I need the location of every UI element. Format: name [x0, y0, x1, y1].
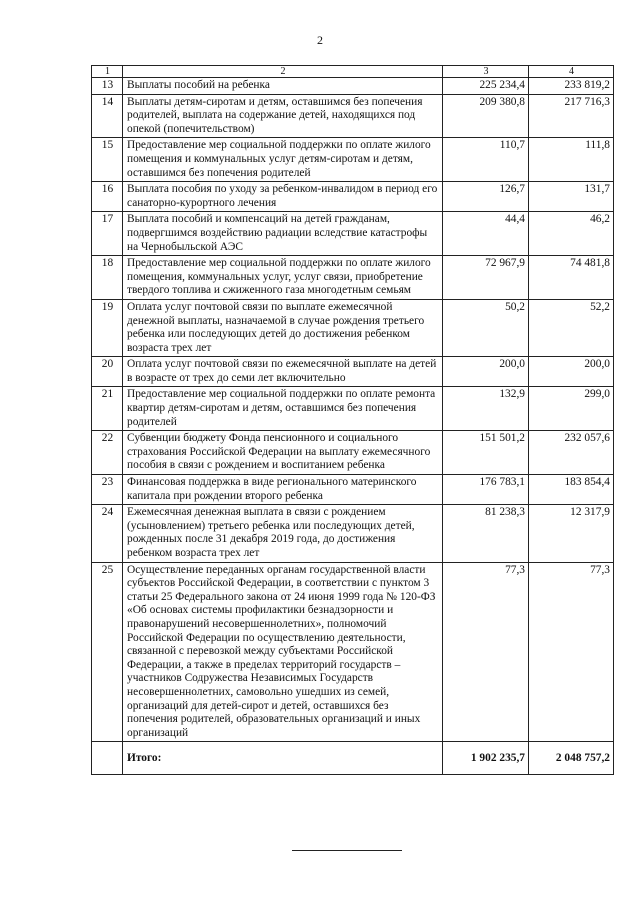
- row-number: 23: [92, 475, 123, 505]
- row-value-col4: 111,8: [529, 138, 614, 182]
- row-description: Предоставление мер социальной поддержки по оплате жилого помещения и коммунальных услуг детям-сиротам и детям, оставшимся без попечения родителей: [123, 138, 443, 182]
- row-value-col4: 200,0: [529, 357, 614, 387]
- row-value-col4: 46,2: [529, 212, 614, 256]
- row-value-col3: 81 238,3: [443, 505, 529, 562]
- table-row: [92, 431, 614, 475]
- table-row: [92, 138, 614, 182]
- row-number: 18: [92, 256, 123, 300]
- row-number: 19: [92, 299, 123, 356]
- table-row: [92, 94, 614, 138]
- header-col-4: 4: [529, 66, 614, 78]
- row-value-col4: 52,2: [529, 299, 614, 356]
- row-value-col4: 217 716,3: [529, 94, 614, 138]
- row-description: Осуществление переданных органам государственной власти субъектов Российской Федерации, в соответствии с пунктом 3 статьи 25 Федерального закона от 24 июня 1999 года № 120-ФЗ «Об основах системы профилактики безнадзорности и правонарушений несовершеннолетних», полномочий Российской Федерации по осуществлению деятельности, связанной с перевозкой между субъектами Российской Федерации, а также в пределах территорий государств – участников Содружества Независимых Государств несовершеннолетних, самовольно ушедших из семей, организаций для детей-сирот и детей, оставшихся без попечения родителей, образовательных организаций и иных организаций: [123, 562, 443, 742]
- total-row: [92, 742, 614, 775]
- row-value-col4: 183 854,4: [529, 475, 614, 505]
- bottom-rule: [292, 850, 402, 851]
- row-value-col3: 200,0: [443, 357, 529, 387]
- row-number: 13: [92, 78, 123, 95]
- header-col-1: 1: [92, 66, 123, 78]
- row-value-col3: 126,7: [443, 182, 529, 212]
- row-description: Ежемесячная денежная выплата в связи с рождением (усыновлением) третьего ребенка или последующих детей, рожденных после 31 декабря 2019 года, до достижения ребенком возраста трех лет: [123, 505, 443, 562]
- total-value-col3: 1 902 235,7: [443, 742, 529, 775]
- table-row: [92, 562, 614, 742]
- row-value-col3: 44,4: [443, 212, 529, 256]
- table-row: [92, 212, 614, 256]
- row-number: 25: [92, 562, 123, 742]
- table-header-row: [92, 66, 614, 78]
- row-value-col3: 132,9: [443, 387, 529, 431]
- total-number-cell: [92, 742, 123, 775]
- table-row: [92, 256, 614, 300]
- page-number: 2: [317, 33, 323, 47]
- row-value-col4: 12 317,9: [529, 505, 614, 562]
- table-row: [92, 182, 614, 212]
- table-row: [92, 78, 614, 95]
- total-value-col4: 2 048 757,2: [529, 742, 614, 775]
- table-row: [92, 475, 614, 505]
- table-row: [92, 299, 614, 356]
- row-value-col4: 74 481,8: [529, 256, 614, 300]
- row-description: Выплаты детям-сиротам и детям, оставшимся без попечения родителей, выплата на содержание детей, находящихся под опекой (попечительством): [123, 94, 443, 138]
- table-row: [92, 357, 614, 387]
- row-description: Предоставление мер социальной поддержки по оплате ремонта квартир детям-сиротам и детям, оставшимся без попечения родителей: [123, 387, 443, 431]
- row-number: 17: [92, 212, 123, 256]
- header-col-2: 2: [123, 66, 443, 78]
- row-description: Выплата пособий и компенсаций на детей гражданам, подвергшимся воздействию радиации вследствие катастрофы на Чернобыльской АЭС: [123, 212, 443, 256]
- row-number: 20: [92, 357, 123, 387]
- header-col-3: 3: [443, 66, 529, 78]
- row-value-col3: 151 501,2: [443, 431, 529, 475]
- row-value-col3: 176 783,1: [443, 475, 529, 505]
- row-description: Субвенции бюджету Фонда пенсионного и социального страхования Российской Федерации на выплату ежемесячного пособия в связи с рождением и воспитанием ребенка: [123, 431, 443, 475]
- row-number: 21: [92, 387, 123, 431]
- row-description: Предоставление мер социальной поддержки по оплате жилого помещения, коммунальных услуг, услуг связи, приобретение твердого топлива и сжиженного газа многодетным семьям: [123, 256, 443, 300]
- row-number: 24: [92, 505, 123, 562]
- row-number: 15: [92, 138, 123, 182]
- row-value-col4: 299,0: [529, 387, 614, 431]
- row-description: Выплата пособия по уходу за ребенком-инвалидом в период его санаторно-курортного лечения: [123, 182, 443, 212]
- row-value-col3: 72 967,9: [443, 256, 529, 300]
- row-description: Финансовая поддержка в виде регионального материнского капитала при рождении второго ребенка: [123, 475, 443, 505]
- row-value-col3: 77,3: [443, 562, 529, 742]
- row-description: Оплата услуг почтовой связи по выплате ежемесячной денежной выплаты, назначаемой в случае рождения третьего ребенка или последующих детей до достижения ребенком возраста трех лет: [123, 299, 443, 356]
- row-description: Выплаты пособий на ребенка: [123, 78, 443, 95]
- row-number: 22: [92, 431, 123, 475]
- budget-table: [91, 65, 614, 775]
- table-row: [92, 505, 614, 562]
- total-label: Итого:: [123, 742, 443, 775]
- row-value-col3: 225 234,4: [443, 78, 529, 95]
- row-value-col4: 77,3: [529, 562, 614, 742]
- row-number: 16: [92, 182, 123, 212]
- row-number: 14: [92, 94, 123, 138]
- row-value-col4: 233 819,2: [529, 78, 614, 95]
- row-value-col3: 110,7: [443, 138, 529, 182]
- table-row: [92, 387, 614, 431]
- row-value-col3: 209 380,8: [443, 94, 529, 138]
- row-description: Оплата услуг почтовой связи по ежемесячной выплате на детей в возрасте от трех до семи лет включительно: [123, 357, 443, 387]
- row-value-col3: 50,2: [443, 299, 529, 356]
- row-value-col4: 232 057,6: [529, 431, 614, 475]
- row-value-col4: 131,7: [529, 182, 614, 212]
